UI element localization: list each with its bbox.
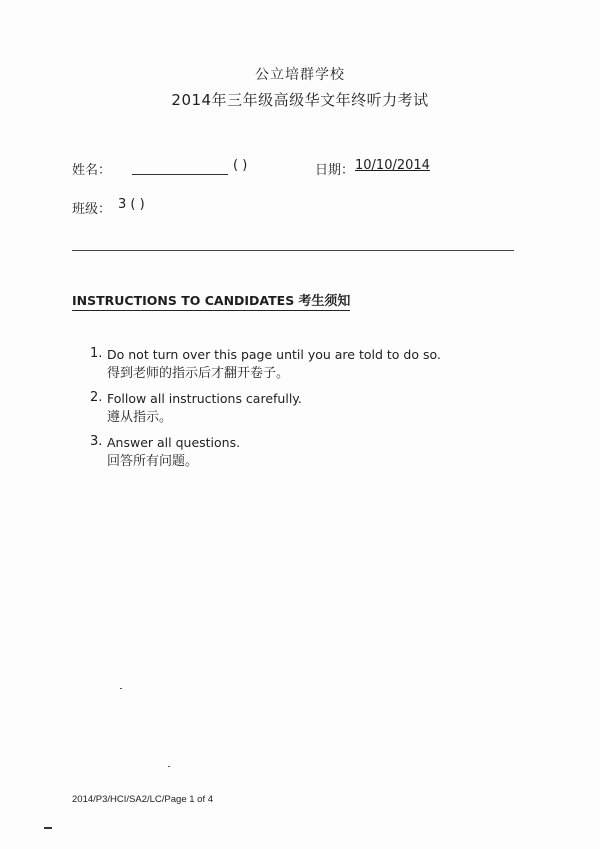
instruction-item [90, 390, 510, 428]
instruction-number: 2. [90, 390, 103, 405]
instruction-text-zh: 得到老师的指示后才翻开卷子。 [107, 366, 290, 381]
class-value: 3 ( ) [118, 197, 145, 212]
date-value: 10/10/2014 [355, 158, 430, 173]
instructions-heading [72, 290, 350, 311]
name-label: 姓名： [72, 163, 112, 178]
instructions-heading-zh: 考生须知 [298, 294, 351, 309]
instruction-text-zh: 回答所有问题。 [107, 454, 199, 469]
section-divider [72, 250, 514, 251]
corner-mark [44, 827, 52, 829]
date-label: 日期： [315, 163, 355, 178]
instructions-list [90, 346, 510, 478]
instruction-number: 1. [90, 346, 103, 361]
exam-title: 2014年三年级高级华文年终听力考试 [171, 91, 429, 109]
instruction-text-en: Follow all instructions carefully. [107, 391, 302, 406]
instruction-item [90, 434, 510, 472]
instruction-number: 3. [90, 434, 103, 449]
scan-speck [168, 766, 170, 767]
instruction-text-en: Answer all questions. [107, 435, 241, 450]
class-label: 班级： [72, 202, 112, 217]
scan-speck [120, 688, 122, 689]
instructions-heading-en: INSTRUCTIONS TO CANDIDATES [72, 293, 295, 308]
instruction-text-zh: 遵从指示。 [107, 410, 173, 425]
instruction-item [90, 346, 510, 384]
instruction-text-en: Do not turn over this page until you are told to do so. [107, 347, 441, 362]
name-index-parentheses: ( ) [233, 158, 248, 173]
school-name: 公立培群学校 [255, 67, 345, 83]
page-footer-code: 2014/P3/HCI/SA2/LC/Page 1 of 4 [72, 794, 214, 805]
name-blank-line[interactable] [132, 174, 228, 175]
